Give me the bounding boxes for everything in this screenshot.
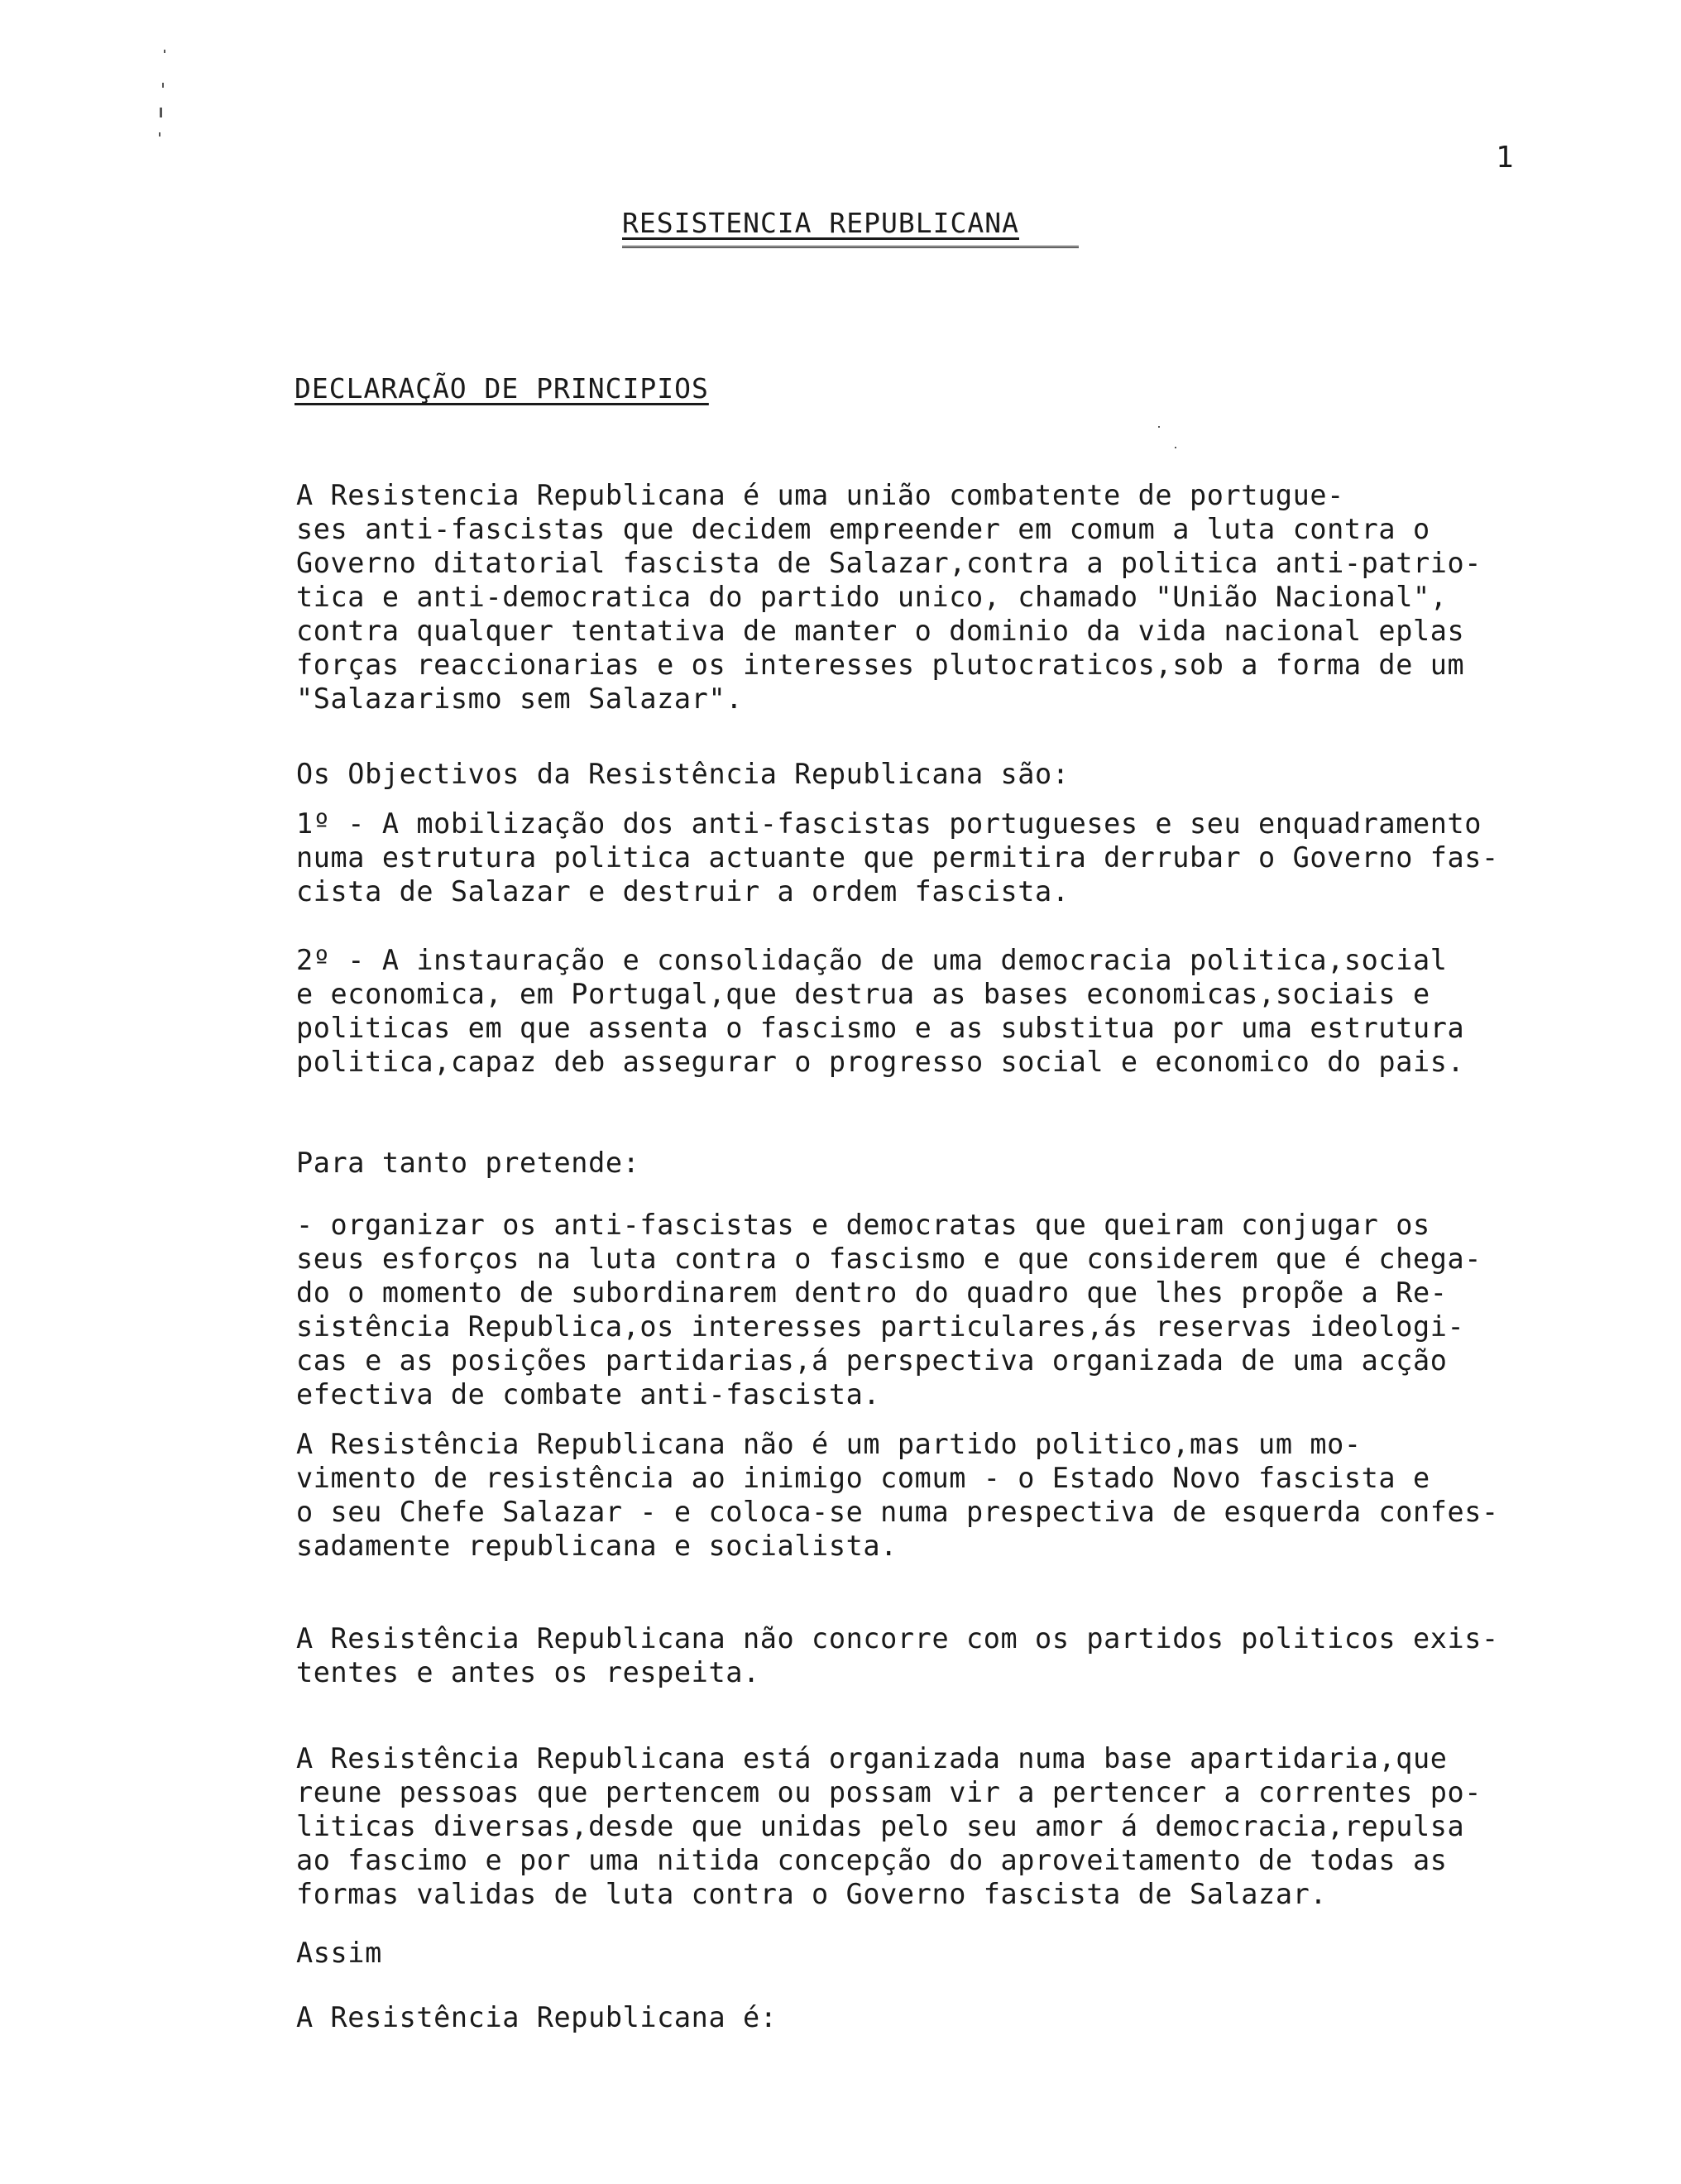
scan-speck	[164, 50, 165, 53]
paragraph-intro: A Resistencia Republicana é uma união combatente de portugue- ses anti-fascistas que decidem empreender em comum a luta contra o Governo ditatorial fascista de Salazar,contra a politica anti-patrio- tica e anti-democratica do partido unico, chamado "União Nacional", contra qualquer tentativa de manter o dominio da vida nacional eplas forças reaccionarias e os interesses plutocraticos,sob a forma de um "Salazarismo sem Salazar".	[296, 479, 1482, 715]
paragraph-base-apartidaria: A Resistência Republicana está organizada numa base apartidaria,que reune pessoas que pertencem ou possam vir a pertencer a correntes po- liticas diversas,desde que unidas pelo seu amor á democracia,repulsa ao fascimo e por uma nitida concepção do aproveitamento de todas as formas validas de luta contra o Governo fascista de Salazar.	[296, 1742, 1482, 1910]
paragraph-organizar: - organizar os anti-fascistas e democratas que queiram conjugar os seus esforços na luta contra o fascismo e que considerem que é chega- do o momento de subordinarem dentro do quadro que lhes propõe a Re- sistência Republica,os interesses particulares,ás reservas ideologi- cas e as posições partidarias,á perspectiva organizada de uma acção efectiva de combate anti-fascista.	[296, 1209, 1482, 1410]
paragraph-objectives-heading: Os Objectivos da Resistência Republicana são:	[296, 758, 1070, 790]
scan-speck	[162, 83, 164, 88]
title-double-rule	[622, 246, 1079, 248]
document-title: RESISTENCIA REPUBLICANA	[622, 207, 1019, 239]
page-number: 1	[1496, 141, 1514, 175]
scan-speck	[159, 132, 160, 136]
paragraph-assim: Assim	[296, 1937, 382, 1969]
paragraph-para-tanto: Para tanto pretende:	[296, 1147, 640, 1179]
scan-speck	[1175, 447, 1176, 448]
paragraph-objective-2: 2º - A instauração e consolidação de uma democracia politica,social e economica, em Portugal,que destrua as bases economicas,sociais e politicas em que assenta o fascismo e as substitua por uma estrutura politica,capaz deb assegurar o progresso social e economico do pais.	[296, 944, 1465, 1078]
section-heading: DECLARAÇÃO DE PRINCIPIOS	[295, 372, 709, 405]
paragraph-final: A Resistência Republicana é:	[296, 2001, 778, 2033]
paragraph-nao-concorre: A Resistência Republicana não concorre com os partidos politicos exis- tentes e antes os respeita.	[296, 1622, 1499, 1688]
paragraph-movimento: A Resistência Republicana não é um partido politico,mas um mo- vimento de resistência ao inimigo comum - o Estado Novo fascista e o seu Chefe Salazar - e coloca-se numa prespectiva de esquerda confes- sadamente republicana e socialista.	[296, 1428, 1499, 1562]
scan-speck	[1158, 426, 1160, 428]
paragraph-objective-1: 1º - A mobilização dos anti-fascistas portugueses e seu enquadramento numa estrutura politica actuante que permitira derrubar o Governo fas- cista de Salazar e destruir a ordem fascista.	[296, 807, 1499, 908]
scan-speck	[160, 108, 162, 117]
